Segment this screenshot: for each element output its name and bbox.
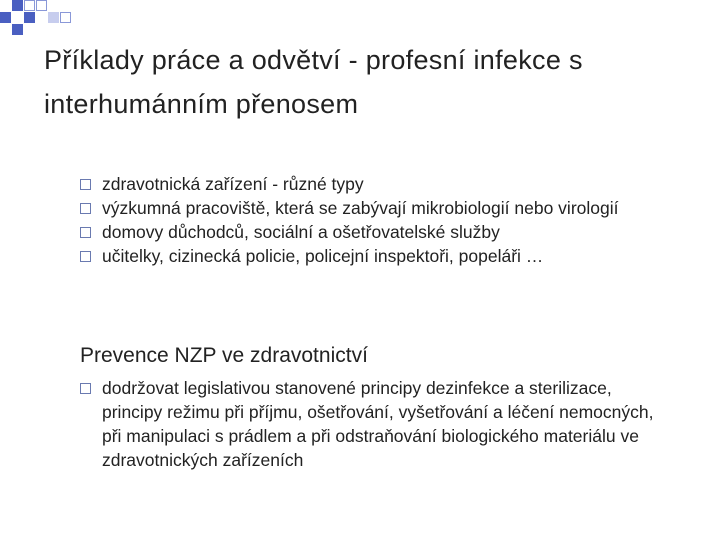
list-item [80, 376, 660, 472]
list-item [80, 220, 640, 244]
hollow-square-bullet-icon [80, 251, 91, 262]
hollow-square-bullet-icon [80, 227, 91, 238]
hollow-square-bullet-icon [80, 179, 91, 190]
list-item-text: zdravotnická zařízení - různé typy [102, 174, 364, 194]
list-item-text: dodržovat legislativou stanovené principy dezinfekce a sterilizace, principy režimu při příjmu, ošetřování, vyšetřování a léčení nemocných, při manipulaci s prádlem a při odstraňování biologického materiálu ve zdravotnických zařízeních [102, 378, 654, 470]
list-item-text: domovy důchodců, sociální a ošetřovatelské služby [102, 222, 500, 242]
list-item [80, 244, 640, 268]
slide-title: Příklady práce a odvětví - profesní infekce s interhumánním přenosem [44, 45, 583, 119]
list-item [80, 196, 640, 220]
list-item-text: výzkumná pracoviště, která se zabývají mikrobiologií nebo virologií [102, 198, 619, 218]
list-item-text: učitelky, cizinecká policie, policejní inspektoři, popeláři … [102, 246, 544, 266]
industries-list [80, 172, 640, 268]
hollow-square-bullet-icon [80, 383, 91, 394]
prevention-list [80, 376, 660, 472]
list-item [80, 172, 640, 196]
section-heading: Prevence NZP ve zdravotnictví [80, 344, 368, 367]
hollow-square-bullet-icon [80, 203, 91, 214]
corner-square-decoration [0, 0, 720, 40]
